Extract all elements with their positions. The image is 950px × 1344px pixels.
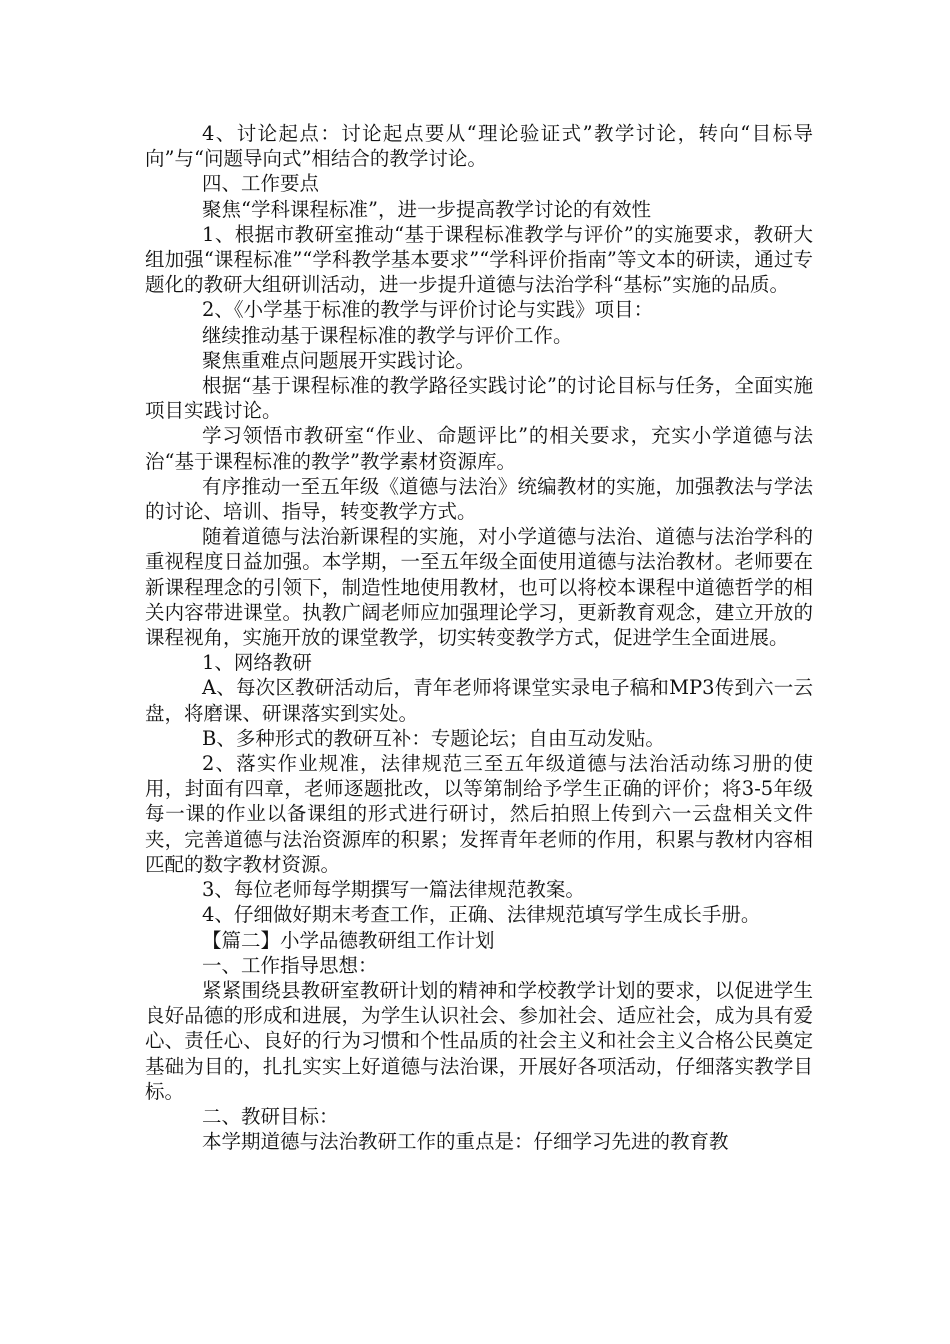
paragraph-focus-curriculum-standards: 聚焦“学科课程标准”，进一步提高教学讨论的有效性	[202, 197, 651, 221]
paragraph-guiding-ideology: 紧紧围绕县教研室教研计划的精神和学校教学计划的要求，以促进学生良好品德的形成和进展，为学生认识社会、参加社会、适应社会，成为具有爱心、责任心、良好的行为习惯和个性品质的社会主义和社会主义合格公民奠定基础为目的，扎扎实实上好道德与法治课，开展好各项活动，仔细落实教学目标。	[145, 978, 813, 1103]
paragraph-discussion-starting-point: 4、讨论起点：讨论起点要从“理论验证式”教学讨论，转向“目标导向”与“问题导向式”相结合的教学讨论。	[145, 122, 813, 171]
heading-research-goals: 二、教研目标：	[202, 1104, 339, 1128]
heading-work-points: 四、工作要点	[202, 172, 320, 196]
paragraph-focus-difficulties: 聚焦重难点问题展开实践讨论。	[202, 348, 476, 372]
paragraph-research-goals: 本学期道德与法治教研工作的重点是：仔细学习先进的教育教	[202, 1130, 729, 1154]
document-body	[145, 121, 813, 1154]
paragraph-item-b: B、多种形式的教研互补：专题论坛；自由互动发贴。	[202, 726, 665, 750]
heading-online-teaching-research: 1、网络教研	[202, 651, 312, 675]
heading-part-two: 【篇二】小学品德教研组工作计划	[202, 928, 495, 952]
paragraph-item-1-standards: 1、根据市教研室推动“基于课程标准教学与评价”的实施要求，教研大组加强“课程标准”“学科教学基本要求”“学科评价指南”等文本的研读，通过专题化的教研大组研训活动，进一步提升道德与法治学科“基标”实施的品质。	[145, 222, 813, 297]
paragraph-continue-promote: 继续推动基于课程标准的教学与评价工作。	[202, 323, 573, 347]
heading-guiding-ideology: 一、工作指导思想：	[202, 953, 378, 977]
paragraph-study-requirements: 学习领悟市教研室“作业、命题评比”的相关要求，充实小学道德与法治“基于课程标准的教学”教学素材资源库。	[145, 424, 813, 473]
paragraph-item-a: A、每次区教研活动后，青年老师将课堂实录电子稿和MP3传到六一云盘，将磨课、研课落实到实处。	[145, 676, 813, 725]
paragraph-according-to-goals: 根据“基于课程标准的教学路径实践讨论”的讨论目标与任务，全面实施项目实践讨论。	[145, 374, 813, 423]
paragraph-homework-standards: 2、落实作业规准，法律规范三至五年级道德与法治活动练习册的使用，封面有四章，老师逐题批改，以等第制给予学生正确的评价；将3-5年级每一课的作业以备课组的形式进行研讨，然后拍照上传到六一云盘相关文件夹，完善道德与法治资源库的积累；发挥青年老师的作用，积累与教材内容相匹配的数字教材资源。	[145, 752, 813, 876]
paragraph-item-2-project: 2、《小学基于标准的教学与评价讨论与实践》项目：	[202, 298, 654, 322]
paragraph-orderly-promote: 有序推动一至五年级《道德与法治》统编教材的实施，加强教法与学法的讨论、培训、指导，转变教学方式。	[145, 474, 813, 524]
paragraph-new-curriculum: 随着道德与法治新课程的实施，对小学道德与法治、道德与法治学科的重视程度日益加强。本学期，一至五年级全面使用道德与法治教材。老师要在新课程理念的引领下，制造性地使用教材，也可以将校本课程中道德哲学的相关内容带进课堂。执教广阔老师应加强理论学习，更新教育观念，建立开放的课程视角，实施开放的课堂教学，切实转变教学方式，促进学生全面进展。	[145, 525, 813, 650]
paragraph-lesson-plan: 3、每位老师每学期撰写一篇法律规范教案。	[202, 878, 585, 902]
paragraph-final-exam: 4、仔细做好期末考查工作，正确、法律规范填写学生成长手册。	[202, 903, 761, 927]
